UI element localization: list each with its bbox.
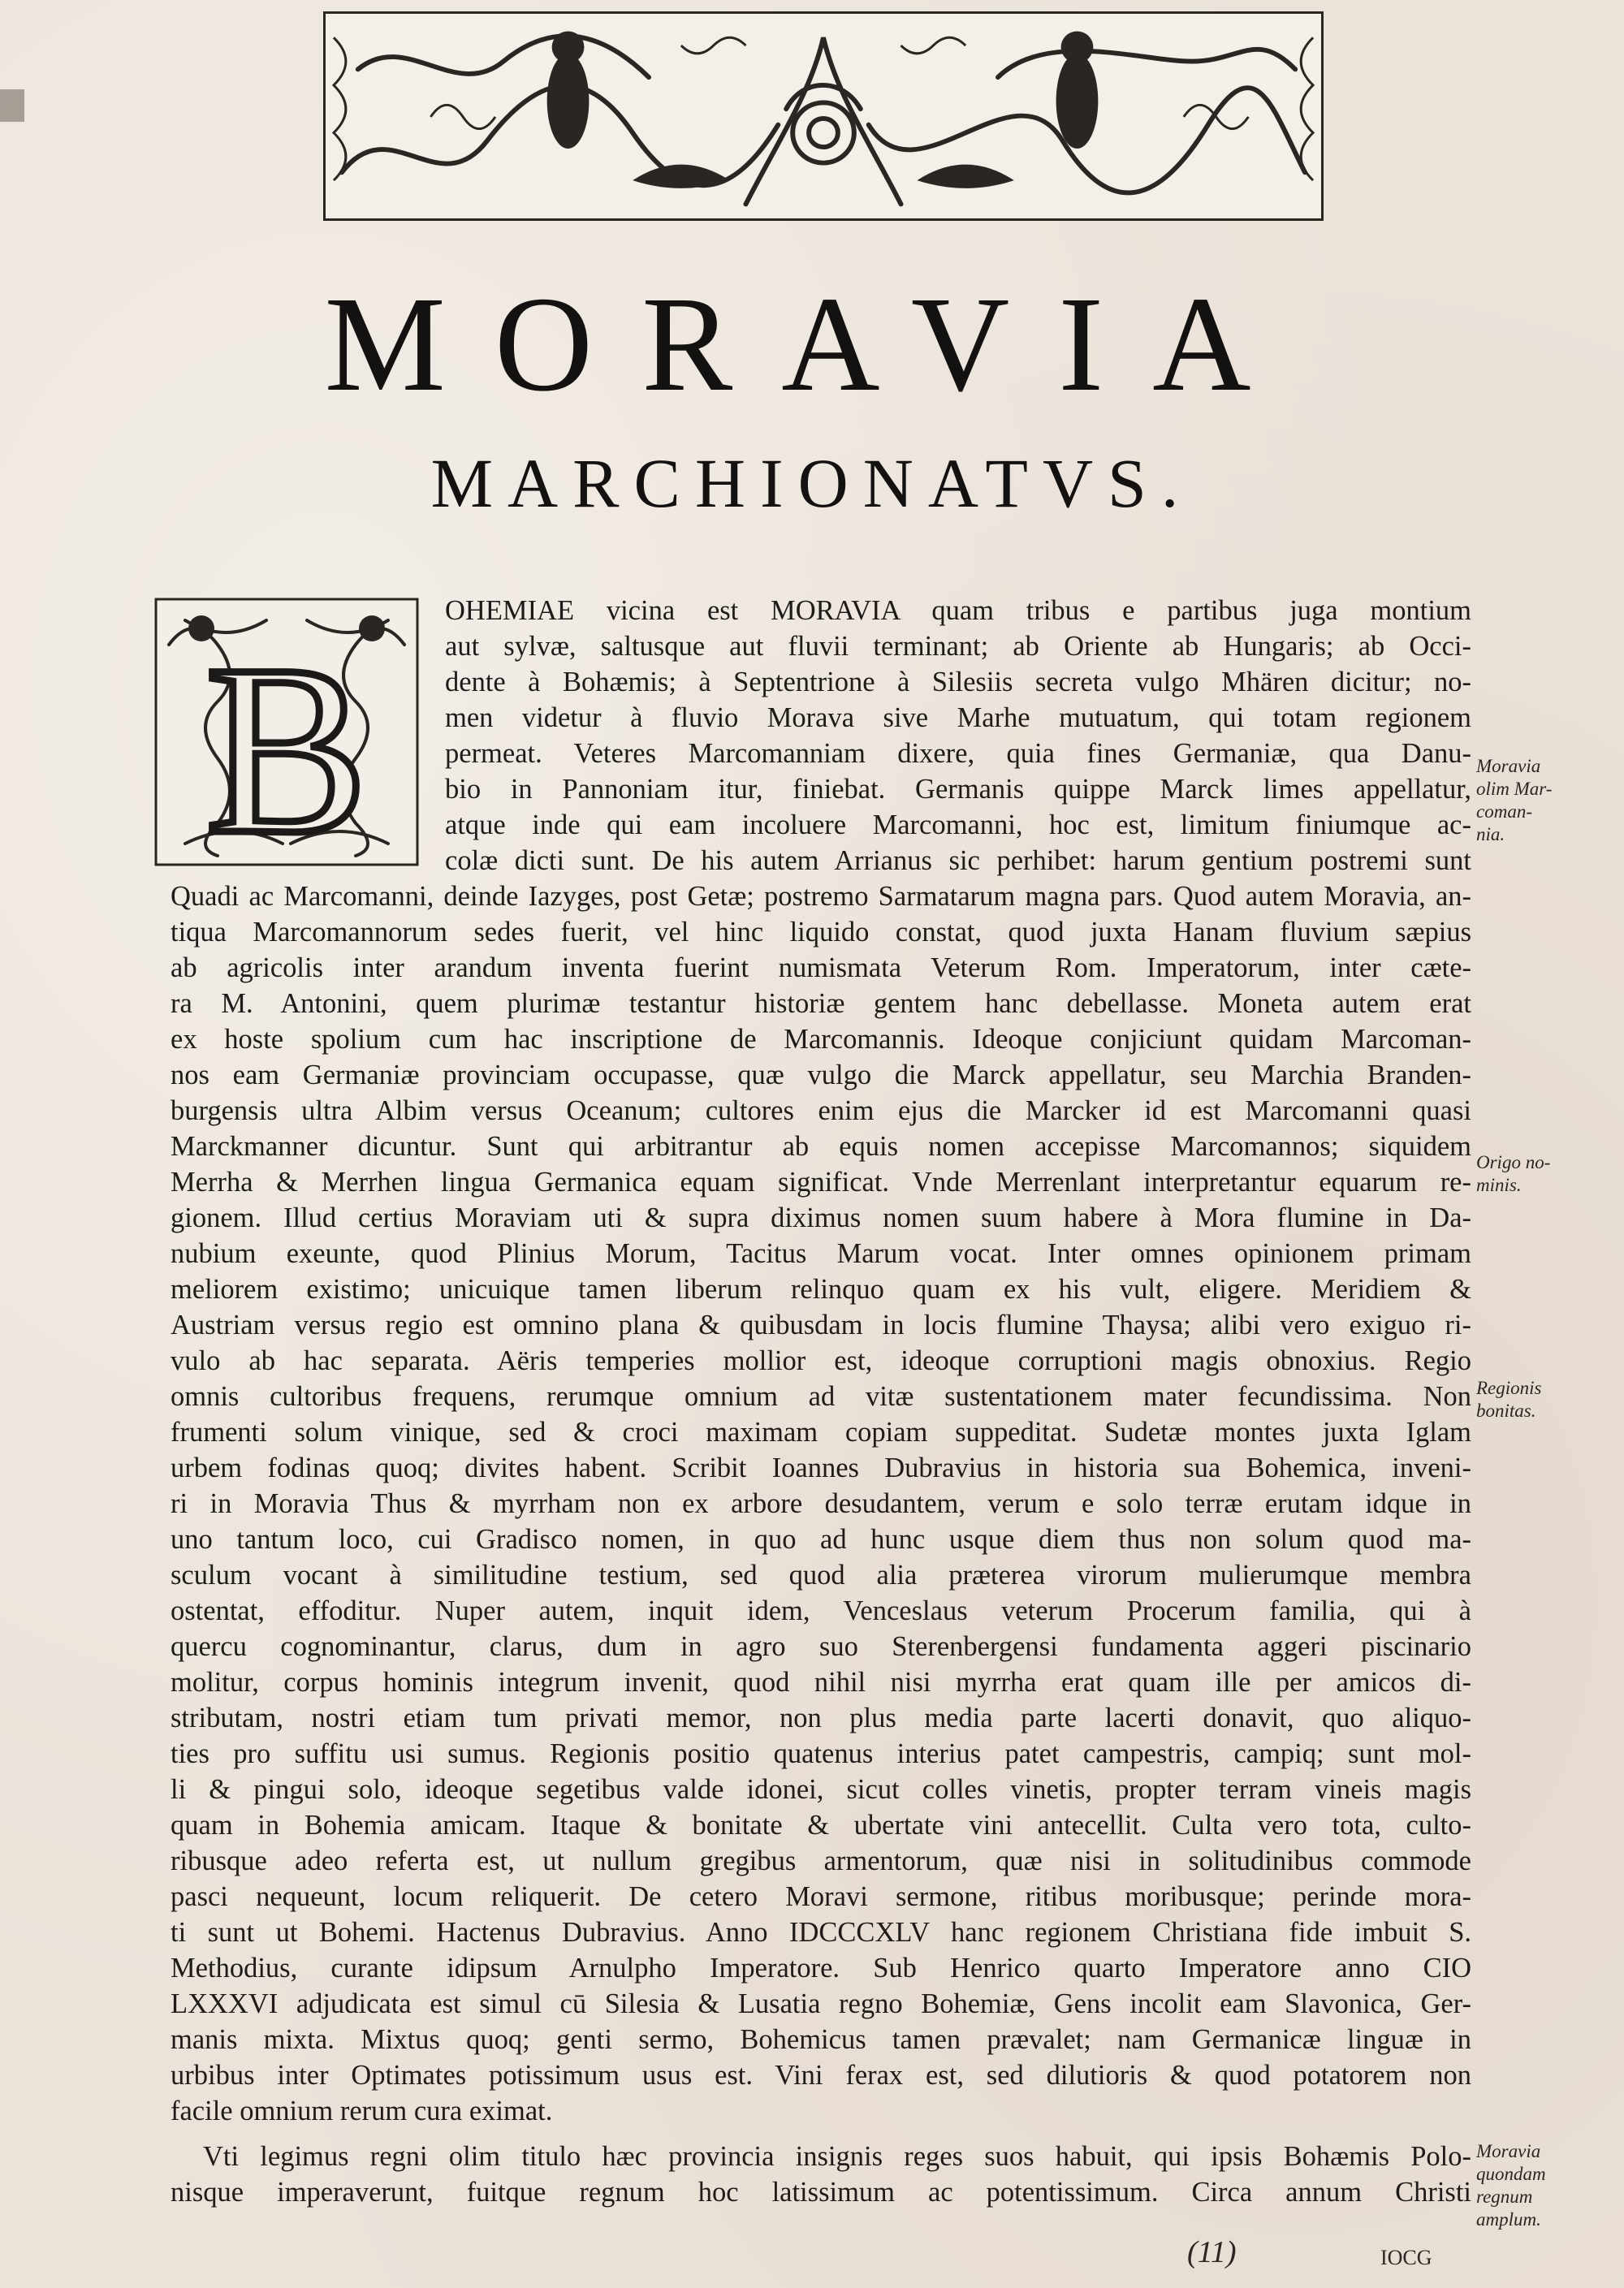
text-line: Quadi ac Marcomanni, deinde Iazyges, post Getæ; postremo Sarmatarum magna pars. Quod autem Moravia, an- — [171, 881, 1471, 912]
text-line: molitur, corpus hominis integrum invenit, quod nihil nisi myrrha erat quam ille per amicos di- — [171, 1667, 1471, 1698]
text-line: aut sylvæ, saltusque aut fluvii terminant; ab Oriente ab Hungaris; ab Occi- — [445, 631, 1471, 662]
text-line: nisque imperaverunt, fuitque regnum hoc latissimum ac potentissimum. Circa annum Christi — [171, 2177, 1471, 2208]
text-line: urbibus inter Optimates potissimum usus est. Vini ferax est, sed dilutioris & quod potatorem non — [171, 2060, 1471, 2091]
text-line: urbem fodinas quoq; divites habent. Scribit Ioannes Dubravius in historia sua Bohemica, inveni- — [171, 1453, 1471, 1483]
text-line: li & pingui solo, ideoque segetibus valde idonei, sicut colles vinetis, propter terram vineis magis — [171, 1774, 1471, 1805]
decorated-initial — [153, 596, 421, 868]
margin-note-line: Origo no- — [1476, 1152, 1551, 1172]
text-line: ri in Moravia Thus & myrrham non ex arbore desudantem, verum e solo terræ erutam idque in — [171, 1488, 1471, 1519]
text-line: stributam, nostri etiam tum privati memor, non plus media parte lacerti donavit, quo aliquo- — [171, 1703, 1471, 1733]
text-line: Vti legimus regni olim titulo hæc provincia insignis reges suos habuit, qui ipsis Bohæmis Polo- — [203, 2141, 1471, 2172]
margin-note-origo — [1476, 1151, 1598, 1197]
text-line: ostentat, effoditur. Nuper autem, inquit idem, Venceslaus veterum Procerum familia, qui à — [171, 1595, 1471, 1626]
text-line: pasci nequeunt, locum reliquerit. De cetero Moravi sermone, ritibus moribusque; perinde mora- — [171, 1881, 1471, 1912]
text-line: quam in Bohemia amicam. Itaque & bonitate & ubertate vini antecellit. Culta vero tota, culto- — [171, 1810, 1471, 1841]
margin-note-line: Moravia — [1476, 2141, 1541, 2161]
page-title: MORAVIA — [324, 269, 1300, 420]
margin-note-line: Moravia — [1476, 756, 1541, 776]
margin-note-line: amplum. — [1476, 2209, 1541, 2230]
margin-note-line: olim Mar- — [1476, 779, 1553, 799]
text-line: ribusque adeo referta est, ut nullum gregibus armentorum, quæ nisi in solitudinibus commode — [171, 1846, 1471, 1876]
text-line: colæ dicti sunt. De his autem Arrianus sic perhibet: harum gentium postremi sunt — [445, 845, 1471, 876]
text-line: sculum vocant à similitudine testium, sed quod alia præterea virorum mulierumque membra — [171, 1560, 1471, 1591]
text-line: LXXXVI adjudicata est simul cū Silesia & Lusatia regno Bohemiæ, Gens incolit eam Slavonica, Ger- — [171, 1988, 1471, 2019]
text-line: permeat. Veteres Marcomanniam dixere, quia fines Germaniæ, qua Danu- — [445, 738, 1471, 769]
page-subtitle: MARCHIONATVS. — [430, 444, 1194, 522]
text-line: ra M. Antonini, quem plurimæ testantur historiæ gentem hanc debellasse. Moneta autem erat — [171, 988, 1471, 1019]
text-line: ex hoste spolium cum hac inscriptione de Marcomannis. Ideoque conjiciunt quidam Marcoman- — [171, 1024, 1471, 1055]
ornamental-headpiece — [323, 11, 1324, 221]
catchword: IOCG — [1380, 2246, 1432, 2269]
initial-letter: B — [205, 615, 369, 868]
margin-note-bonitas — [1476, 1377, 1598, 1422]
text-line: facile omnium rerum cura eximat. — [171, 2096, 553, 2126]
text-line: ab agricolis inter arandum inventa fuerint numismata Veterum Rom. Imperatorum, inter cæte- — [171, 952, 1471, 983]
text-line: bio in Pannoniam itur, finiebat. Germanis quippe Marck limes appellatur, — [445, 774, 1471, 805]
text-line: vulo ab hac separata. Aëris temperies mollior est, ideoque corruptioni magis obnoxius. Regio — [171, 1345, 1471, 1376]
text-line: OHEMIAE vicina est MORAVIA quam tribus e partibus juga montium — [445, 595, 1471, 626]
text-line: manis mixta. Mixtus quoq; genti sermo, Bohemicus tamen prævalet; nam Germanicæ linguæ in — [171, 2024, 1471, 2055]
margin-note-line: Regionis — [1476, 1378, 1542, 1398]
text-line: ties pro suffitu usi sumus. Regionis positio quatenus interius patet campestris, campiq; sunt mol- — [171, 1738, 1471, 1769]
text-line: uno tantum loco, cui Gradisco nomen, in quo ad hunc usque diem thus non solum quod ma- — [171, 1524, 1471, 1555]
margin-note-line: minis. — [1476, 1175, 1522, 1195]
margin-note-marcomannia — [1476, 755, 1598, 846]
text-line: ti sunt ut Bohemi. Hactenus Dubravius. Anno IDCCCXLV hanc regionem Christiana fide imbuit S. — [171, 1917, 1471, 1948]
text-line: nubium exeunte, quod Plinius Morum, Tacitus Marum vocat. Inter omnes opinionem primam — [171, 1238, 1471, 1269]
text-line: nos eam Germaniæ provinciam occupasse, quæ vulgo die Marck appellatur, seu Marchia Branden- — [171, 1060, 1471, 1090]
text-line: dente à Bohæmis; à Septentrione à Silesiis secreta vulgo Mhären dicitur; no- — [445, 667, 1471, 697]
text-line: Merrha & Merrhen lingua Germanica equam significat. Vnde Merrenlant interpretantur equarum re- — [171, 1167, 1471, 1198]
text-line: Marckmanner dicuntur. Sunt qui arbitrantur ab equis nomen accepisse Marcomannos; siquidem — [171, 1131, 1471, 1162]
text-line: burgensis ultra Albim versus Oceanum; cultores enim ejus die Marcker id est Marcomanni quasi — [171, 1095, 1471, 1126]
margin-note-line: nia. — [1476, 824, 1505, 844]
margin-note-line: quondam — [1476, 2164, 1546, 2184]
headpiece-ornament-icon — [326, 14, 1321, 218]
text-line: men videtur à fluvio Morava sive Marhe mutuatum, qui totam regionem — [445, 702, 1471, 733]
text-line: quercu cognominantur, clarus, dum in agro suo Sterenbergensi fundamenta aggeri piscinario — [171, 1631, 1471, 1662]
text-line: tiqua Marcomannorum sedes fuerit, vel hinc liquido constat, quod juxta Hanam fluvium sæpius — [171, 917, 1471, 948]
text-line: Methodius, curante idipsum Arnulpho Imperatore. Sub Henrico quarto Imperatore anno CIO — [171, 1953, 1471, 1984]
text-line: omnis cultoribus frequens, rerumque omnium ad vitæ sustentationem mater fecundissima. Non — [171, 1381, 1471, 1412]
margin-note-line: regnum — [1476, 2187, 1533, 2207]
text-line: atque inde qui eam incoluere Marcomanni, hoc est, limitum finiumque ac- — [445, 809, 1471, 840]
text-line: Austriam versus regio est omnino plana & quibusdam in locis flumine Thaysa; alibi vero exiguo ri- — [171, 1310, 1471, 1340]
initial-ornament-icon — [153, 596, 421, 868]
page-mark: (11) — [1187, 2235, 1237, 2269]
margin-note-line: coman- — [1476, 801, 1532, 822]
text-line: gionem. Illud certius Moraviam uti & supra diximus nomen suum habere à Mora flumine in Da- — [171, 1202, 1471, 1233]
margin-note-line: bonitas. — [1476, 1401, 1536, 1421]
margin-note-regnum — [1476, 2140, 1598, 2231]
text-line: meliorem existimo; unicuique tamen liberum relinquo quam ex his vult, eligere. Meridiem & — [171, 1274, 1471, 1305]
paper-edge-mark — [0, 89, 24, 122]
text-line: frumenti solum vinique, sed & croci maximam copiam suppeditat. Sudetæ montes juxta Iglam — [171, 1417, 1471, 1448]
